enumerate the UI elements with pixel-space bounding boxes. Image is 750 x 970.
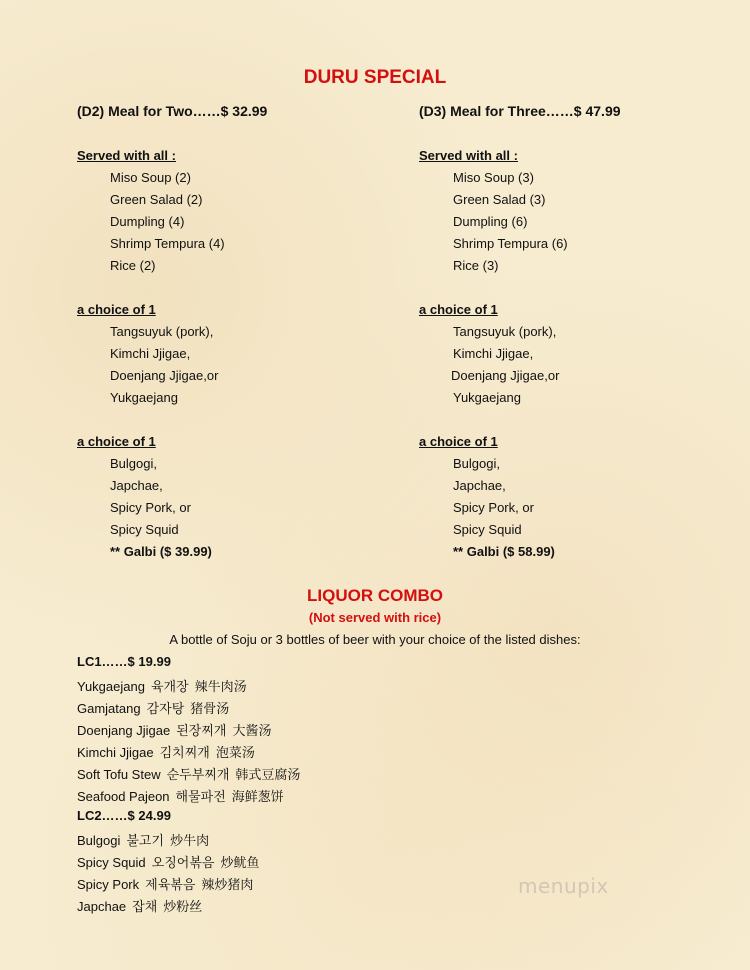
dish-name-ko: 잡채 <box>132 899 158 914</box>
dish-name-zh: 泡菜汤 <box>215 745 255 760</box>
list-item: Shrimp Tempura (6) <box>453 236 568 251</box>
dish-name-ko: 순두부찌개 <box>166 767 230 782</box>
choice-label: a choice of 1 <box>77 302 156 317</box>
dish-name-en: Japchae <box>77 899 127 914</box>
dish-name-en: Seafood Pajeon <box>77 789 170 804</box>
dish-name-zh: 炒鱿鱼 <box>220 855 260 870</box>
list-item: Spicy Pork, or <box>110 500 191 515</box>
dish-name-ko: 오징어볶음 <box>151 855 215 870</box>
duru-special-title: DURU SPECIAL <box>303 67 447 88</box>
dish-name-en: Doenjang Jjigae <box>77 723 171 738</box>
list-item <box>77 764 300 783</box>
dish-name-en: Spicy Squid <box>77 855 146 870</box>
list-item: Tangsuyuk (pork), <box>110 324 214 339</box>
list-item: Spicy Squid <box>110 522 179 537</box>
dish-name-zh: 辣牛肉汤 <box>194 679 247 694</box>
dish-name-en: Soft Tofu Stew <box>77 767 161 782</box>
dish-name-ko: 김치찌개 <box>159 745 210 760</box>
lc1-heading: LC1……$ 19.99 <box>77 654 171 669</box>
list-item: Bulgogi, <box>110 456 157 471</box>
dish-name-en: Gamjatang <box>77 701 141 716</box>
dish-name-en: Bulgogi <box>77 833 121 848</box>
list-item: Spicy Squid <box>453 522 522 537</box>
choice-label: a choice of 1 <box>77 434 156 449</box>
list-item <box>77 786 284 805</box>
dish-name-ko: 제육볶음 <box>145 877 196 892</box>
dish-name-ko: 불고기 <box>126 833 165 848</box>
choice-label: a choice of 1 <box>419 302 498 317</box>
lc2-heading: LC2……$ 24.99 <box>77 808 171 823</box>
list-item <box>77 830 209 849</box>
dish-name-zh: 韩式豆腐汤 <box>235 767 301 782</box>
dish-name-zh: 炒牛肉 <box>170 833 210 848</box>
list-item: Rice (3) <box>453 258 499 273</box>
list-item: Japchae, <box>110 478 163 493</box>
list-item: Tangsuyuk (pork), <box>453 324 557 339</box>
list-item <box>77 742 255 761</box>
meal-d3-heading: (D3) Meal for Three……$ 47.99 <box>419 103 621 119</box>
list-item: Miso Soup (3) <box>453 170 534 185</box>
dish-name-en: Yukgaejang <box>77 679 145 694</box>
list-item <box>77 720 271 739</box>
choice-label: a choice of 1 <box>419 434 498 449</box>
list-item: Spicy Pork, or <box>453 500 534 515</box>
list-item <box>77 896 202 915</box>
dish-name-ko: 된장찌개 <box>176 723 227 738</box>
liquor-combo-description: A bottle of Soju or 3 bottles of beer with your choice of the listed dishes: <box>169 632 581 647</box>
list-item: Doenjang Jjigae,or <box>451 368 560 383</box>
list-item: Green Salad (2) <box>110 192 203 207</box>
list-item: Yukgaejang <box>110 390 178 405</box>
dish-name-zh: 猪骨汤 <box>190 701 230 716</box>
list-item <box>77 676 247 695</box>
dish-name-en: Spicy Pork <box>77 877 140 892</box>
galbi-upgrade: ** Galbi ($ 39.99) <box>110 544 212 559</box>
list-item: Yukgaejang <box>453 390 521 405</box>
list-item: Dumpling (6) <box>453 214 528 229</box>
list-item: Kimchi Jjigae, <box>110 346 191 361</box>
list-item: Shrimp Tempura (4) <box>110 236 225 251</box>
dish-name-zh: 炒粉丝 <box>163 899 203 914</box>
liquor-combo-title: LIQUOR COMBO <box>307 586 443 605</box>
served-with-all-label: Served with all : <box>419 148 518 163</box>
menupix-watermark: menupix <box>518 874 609 898</box>
list-item: Green Salad (3) <box>453 192 546 207</box>
liquor-combo-subtitle: (Not served with rice) <box>308 610 442 625</box>
dish-name-ko: 해물파전 <box>175 789 226 804</box>
list-item <box>77 874 253 893</box>
list-item: Japchae, <box>453 478 506 493</box>
list-item: Miso Soup (2) <box>110 170 191 185</box>
dish-name-ko: 감자탕 <box>146 701 185 716</box>
dish-name-en: Kimchi Jjigae <box>77 745 154 760</box>
list-item: Rice (2) <box>110 258 156 273</box>
list-item: Bulgogi, <box>453 456 500 471</box>
served-with-all-label: Served with all : <box>77 148 176 163</box>
list-item: Doenjang Jjigae,or <box>110 368 219 383</box>
list-item <box>77 852 259 871</box>
dish-name-zh: 辣炒猪肉 <box>201 877 254 892</box>
list-item: Dumpling (4) <box>110 214 185 229</box>
list-item: Kimchi Jjigae, <box>453 346 534 361</box>
dish-name-zh: 海鲜葱饼 <box>231 789 284 804</box>
galbi-upgrade: ** Galbi ($ 58.99) <box>453 544 555 559</box>
meal-d2-heading: (D2) Meal for Two……$ 32.99 <box>77 103 268 119</box>
dish-name-zh: 大酱汤 <box>232 723 272 738</box>
dish-name-ko: 육개장 <box>150 679 189 694</box>
list-item <box>77 698 229 717</box>
